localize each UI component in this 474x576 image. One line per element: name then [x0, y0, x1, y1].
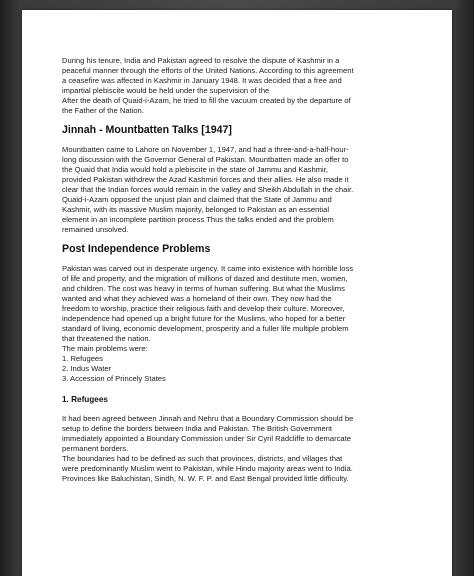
text-line: Provinces like Baluchistan, Sindh, N. W. F. P. and East Bengal provided little difficulty. [62, 474, 349, 483]
problems-paragraph [62, 264, 422, 384]
section-heading-post-independence: Post Independence Problems [62, 243, 211, 255]
text-line: that threatened the nation. [62, 334, 151, 343]
talks-paragraph [62, 145, 422, 235]
list-item-refugees: 1. Refugees [62, 354, 103, 363]
text-line: long discussion with the Governor General of Pakistan. Mountbatten made an offer to [62, 155, 349, 164]
page-content [62, 56, 422, 484]
text-line: the Father of the Nation. [62, 106, 144, 115]
text-line: During his tenure, India and Pakistan agreed to resolve the dispute of Kashmir in a [62, 56, 340, 65]
text-line: element in an incomplete partition process Thus the talks ended and the problem [62, 215, 334, 224]
intro-paragraph [62, 56, 422, 116]
subsection-heading-refugees: 1. Refugees [62, 395, 108, 404]
text-line: The boundaries had to be defined as such that provinces, districts, and villages that [62, 454, 343, 463]
text-line: standard of living, economic development, prosperity and a fuller life multiple problem [62, 324, 349, 333]
text-line: It had been agreed between Jinnah and Nehru that a Boundary Commission should be [62, 414, 354, 423]
text-line: Kashmir, with its massive Muslim majority, belonged to Pakistan as an essential [62, 205, 330, 214]
text-line: Mountbatten came to Lahore on November 1, 1947, and had a three-and-a-half-hour- [62, 145, 349, 154]
text-line: impartial plebiscite would be held under the supervision of the [62, 86, 270, 95]
text-line: peaceful manner through the efforts of the United Nations. According to this agreement [62, 66, 354, 75]
text-line: remained unsolved. [62, 225, 129, 234]
text-line: and children. The cost was heavy in terms of human suffering. But what the Muslims [62, 284, 345, 293]
text-line: wanted and what they achieved was a homeland of their own. They now had the [62, 294, 332, 303]
document-page [22, 10, 452, 576]
list-item-indus-water: 2. Indus Water [62, 364, 112, 373]
text-line: of life and property, and the migration of millions of dazed and destitute men, women, [62, 274, 348, 283]
text-line: a ceasefire was affected in Kashmir in January 1948. It was decided that a free and [62, 76, 342, 85]
text-line: clear that the Indian forces would remain in the valley and Sheikh Abdullah in the chair. [62, 185, 354, 194]
text-line: the Quaid that India would hold a plebiscite in the state of Jammu and Kashmir, [62, 165, 328, 174]
text-line: freedom to worship, practice their religious faith and develop their culture. Moreover, [62, 304, 345, 313]
text-line: provided Pakistan withdrew the Azad Kashmiri forces and their allies. He also made it [62, 175, 349, 184]
text-line: immediately appointed a Boundary Commission under Sir Cyril Radcliffe to demarcate [62, 434, 351, 443]
text-line: permanent borders. [62, 444, 129, 453]
text-line: After the death of Quaid-i-Azam, he tried to fill the vacuum created by the departure of [62, 96, 351, 105]
text-line: The main problems were: [62, 344, 148, 353]
text-line: Pakistan was carved out in desperate urgency. It came into existence with horrible loss [62, 264, 354, 273]
list-item-princely-states: 3. Accession of Princely States [62, 374, 166, 383]
section-heading-jinnah-mountbatten: Jinnah - Mountbatten Talks [1947] [62, 124, 232, 136]
refugees-paragraph-1 [62, 414, 422, 454]
text-line: independence had opened up a bright future for the Muslims, who hoped for a better [62, 314, 346, 323]
text-line: Quaid-i-Azam opposed the unjust plan and claimed that the State of Jammu and [62, 195, 332, 204]
text-line: were predominantly Muslim went to Pakistan, while Hindu majority areas went to India. [62, 464, 353, 473]
text-line: setup to define the borders between India and Pakistan. The British Government [62, 424, 333, 433]
refugees-paragraph-2 [62, 454, 422, 484]
